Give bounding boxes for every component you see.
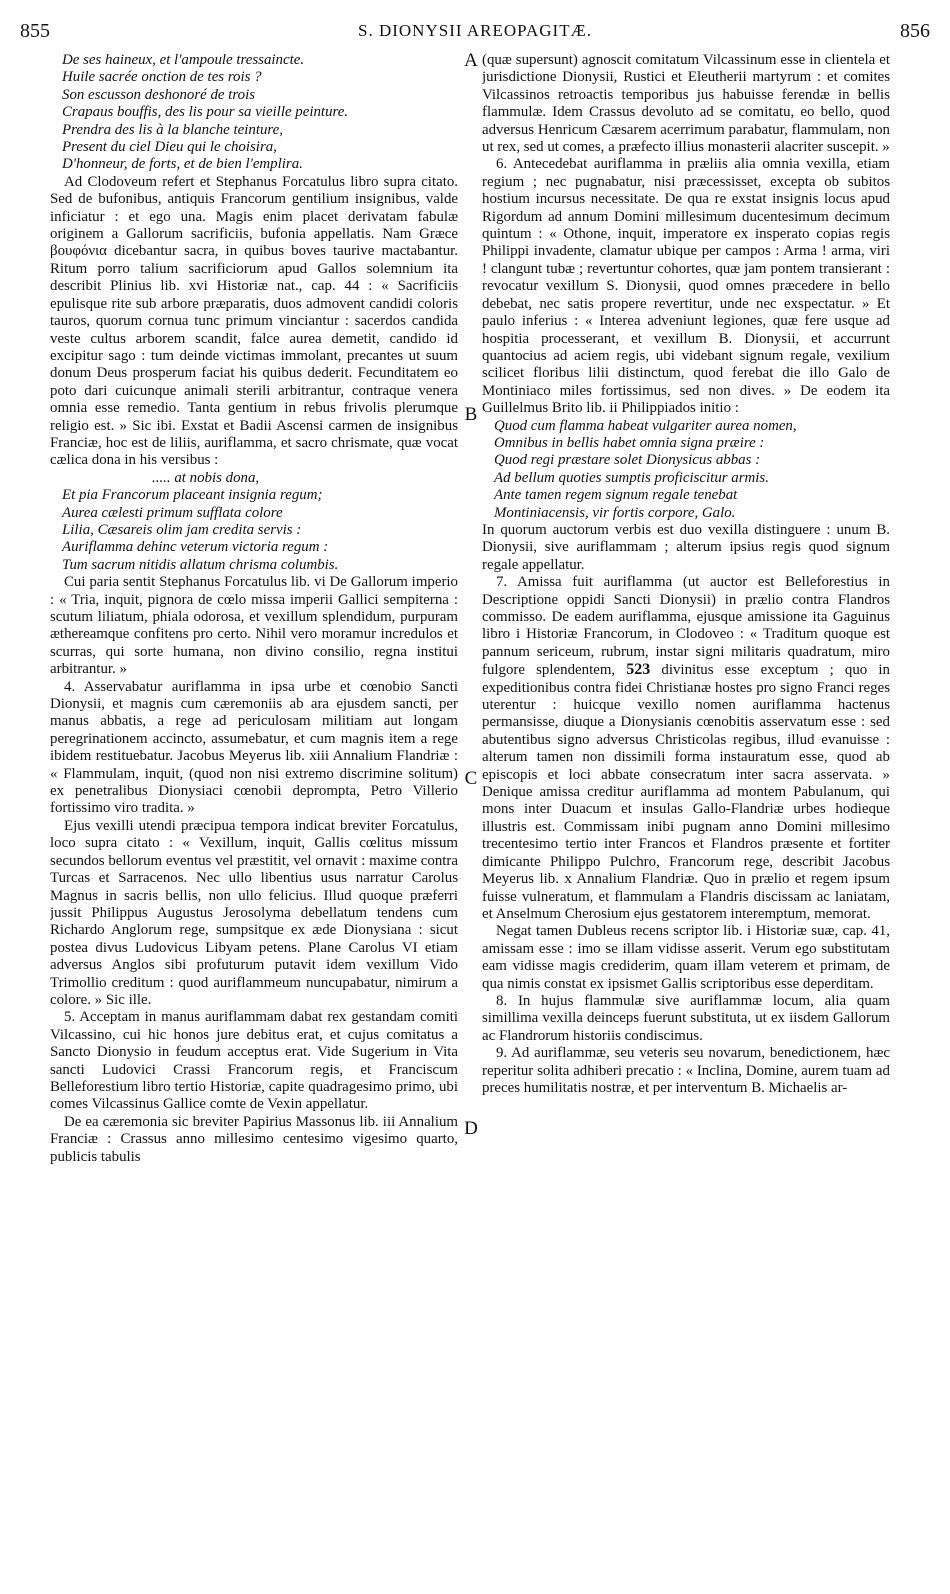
latin-verse bbox=[482, 418, 890, 522]
margin-letter-b: B bbox=[464, 404, 478, 425]
column-number: 523 bbox=[626, 661, 651, 679]
paragraph: In quorum auctorum verbis est duo vexilla distinguere : unum B. Dionysii, sive auriflammam ; alterum ipsius regis quod signum regale appellatur. bbox=[482, 521, 890, 573]
paragraph: Negat tamen Dubleus recens scriptor lib. i Historiæ suæ, cap. 41, amissam esse : imo se illam vidisse asserit. Verum ego substitutam eam vidisse magis crediderim, quam illam veterem et primam, de qua nimis constat ex ipsismet Gallis scriptoribus esse deperditam. bbox=[482, 923, 890, 992]
verse-line: Quod regi præstare solet Dionysicus abbas : bbox=[494, 452, 761, 469]
verse-line: Tum sacrum nitidis allatum chrisma columbis. bbox=[62, 556, 339, 573]
verse-line: ..... at nobis dona, bbox=[152, 469, 260, 486]
verse-line: Montiniacensis, vir fortis corpore, Galo. bbox=[494, 504, 736, 521]
margin-letter-d: D bbox=[464, 1118, 478, 1139]
paragraph: Ad Clodoveum refert et Stephanus Forcatulus libro supra citato. Sed de bufonibus, antiquis Francorum gentilium insignibus, valde inficiatur : et ego una. Magis enim placet derivatam fabulæ originem a Gallorum sacrificiis, bufonia appellatis. Nam Græce βουφόνια dicebantur sacra, in quibus boves taurive mactabantur. Ritum porro talium sacrificiorum apud Gallos solemnium ita describit Plinius lib. xvi Historiæ nat., cap. 44 : « Sacrificiis epulisque rite sub arbore præparatis, duos admovent candidi coloris tauros, quorum cornua tunc primum vinciantur : sacerdos candida veste cultus arborem scandit, falce aurea demetit, candido id excipitur sago : tum deinde victimas immolant, precantes ut suum donum Deus prosperum faciat his quibus dederit. Fecunditatem eo poto dari cuicunque animali sterili arbitrantur, contraque venera omnia esse remedio. Tanta gentium in rebus frivolis plerumque religio est. » Sic ibi. Exstat et Badii Ascensi carmen de insignibus Franciæ, hoc est de liliis, auriflamma, et sacro chrismate, quæ vocat cælica dona in his versibus : bbox=[50, 173, 458, 469]
paragraph: Ejus vexilli utendi præcipua tempora indicat breviter Forcatulus, loco supra citato : « Vexillum, inquit, Gallis cœlitus missum secundos bellorum eventus vel præstitit, vel ornavit : maxime contra Turcas et Sarracenos. Nec ullo libentius usus narratur Carolus Magnus in sacris bellis, non ullo felicius. Illud quoque præferri jussit Philippus Augustus Jerosolyma debellatum tendens cum Richardo Anglorum rege, sumpsitque ex æde Dionysiana : sicut postea divus Ludovicus Libyam petens. Plane Carolus VI etiam adversus Anglos sibi profuturum putavit idem vexillum Vido Trimollio creditum : quod auriflammeum nuncupabatur, nimirum a colore. » Sic ille. bbox=[50, 817, 458, 1008]
paragraph: 6. Antecedebat auriflamma in præliis alia omnia vexilla, etiam regium ; nec pugnabatur, nisi præcessisset, excepta ob subitos hostium incursus necessitate. De qua re exstat insignis locus apud Rigordum ad annum Domini millesimum ducentesimum decimum quintum : « Othone, inquit, imperatore ex insperato copias regis Philippi invadente, clamatur ubique per campos : Arma ! arma, viri ! clangunt tubæ ; revertuntur cohortes, quæ jam pontem transierant : revocatur vexillum S. Dionysii, quod omnes præcedere in bello debebat, nec satis propere revertitur, unde nec exspectatur. » Et paulo inferius : « Interea adveniunt legiones, quæ fere usque ad hospitia processerant, et vexillum B. Dionysii, et accurrunt quantocius ad aciem regis, ubi videbant signum regale, vexilium scilicet floribus lilii distinctum, quod ferebat die illo Galo de Montiniaco miles fortissimus, sed non dives. » De eodem ita Guillelmus Brito lib. ii Philippiados initio : bbox=[482, 156, 890, 417]
verse-line: Son escusson deshonoré de trois bbox=[62, 86, 256, 103]
verse-line: D'honneur, de forts, et de bien l'emplira. bbox=[62, 156, 303, 173]
left-column bbox=[50, 52, 458, 1166]
verse-line: Omnibus in bellis habet omnia signa præire : bbox=[494, 434, 765, 451]
paragraph: De ea cæremonia sic breviter Papirius Massonus lib. iii Annalium Franciæ : Crassus anno millesimo centesimo vigesimo quarto, publicis tabulis bbox=[50, 1113, 458, 1165]
paragraph: (quæ supersunt) agnoscit comitatum Vilcassinum esse in clientela et jurisdictione Dionysii, Rustici et Eleutherii martyrum : et comites Vilcassinos retroactis temporibus jus habuisse ferendæ in bellis flammulæ. Idem Crassus devoluto ad se comitatu, eo bello, quod adversus Henricum Cæsarem acerrimum parabatur, flammulam, non ut rex, sed ut comes, a præfecto illius monasterii alacriter suscepit. » bbox=[482, 52, 890, 156]
french-verse bbox=[50, 52, 458, 174]
paragraph: 9. Ad auriflammæ, seu veteris seu novarum, benedictionem, hæc reperitur solita adhiberi precatio : « Inclina, Domine, aurem tuam ad preces humilitatis nostræ, et per interventum B. Michaelis ar- bbox=[482, 1045, 890, 1096]
verse-line: Et pia Francorum placeant insignia regum; bbox=[62, 487, 323, 504]
page-number-left: 855 bbox=[20, 20, 50, 42]
page-number-right: 856 bbox=[900, 20, 930, 42]
paragraph-text: divinitus esse exceptum ; quo in expeditionibus contra fidei Christianæ hostes pro signo Franci reges uterentur : huicque vexillo nomen auriflamma hactenus permansisse, diuque a Dionysianis cœnobitis asservatum esse : sed abutentibus signo adversus Christicolas regibus, illud evanuisse : alterum tamen non dissimili forma instauratum esse, quod ab episcopis et loci abbate consecratum inter sacra asservata. » Denique amissa creditur auriflamma ad montem Pabulanum, qui mons inter Duacum et insulas Gallo-Flandriæ urbes hodieque illustris est. Commissam inibi pugnam anno Domini millesimo trecentesimo tertio inter Francos et Flandros præsente et fortiter dimicante Philippo Pulchro, Francorum rege, describit Jacobus Meyerus lib. x Annalium Flandriæ. Quo in prælio et regem ipsum fuisse vulneratum, et flammulam a Flandris discissam ac laniatam, et Anselmum Cherosium ejus gestatorem interemptum, memorat. bbox=[482, 662, 890, 922]
verse-line: Aurea cælesti primum sufflata colore bbox=[62, 504, 283, 521]
right-column bbox=[482, 52, 890, 1097]
verse-line: Auriflamma dehinc veterum victoria regum : bbox=[62, 539, 329, 556]
verse-line: Crapaus bouffis, des lis pour sa vieille peinture. bbox=[62, 104, 349, 121]
verse-line: Huile sacrée onction de tes rois ? bbox=[62, 69, 262, 86]
page-header bbox=[20, 16, 930, 46]
paragraph: 4. Asservabatur auriflamma in ipsa urbe et cœnobio Sancti Dionysii, et magnis cum cæremoniis ab ara ejusdem sancti, per manus abbatis, a rege ad periculosam militiam aut longam peregrinationem accincto, assumebatur, et cum magnis item a rege ibidem restituebatur. Jacobus Meyerus lib. xiii Annalium Flandriæ : « Flammulam, inquit, (quod non nisi extremo discrimine solitum) ex penetralibus Dionysiaci cœnobii deprompta, Petro Villerio fortissimo viro tradita. » bbox=[50, 678, 458, 817]
verse-line: De ses haineux, et l'ampoule tressaincte. bbox=[62, 52, 305, 68]
paragraph: 5. Acceptam in manus auriflammam dabat rex gestandam comiti Vilcassino, cui hic honos jure debitus erat, et cujus comitatus a Sancto Dionysio in feudum acceptus erat. Vide Sugerium in Vita sancti Ludovici Crassi Francorum regis, et Franciscum Belleforestium libro tertio Historiæ, capite quadragesimo primo, ubi comes Vilcassinus Gallice comte de Vexin appellatur. bbox=[50, 1009, 458, 1113]
paragraph-text: 7. Amissa fuit auriflamma (ut auctor est Belleforestius in Descriptione oppidi Sancti Dionysii) in prælio contra Flandros commisso. De eadem auriflamma, ejusque amissione ita Gaguinus libro i Historiæ Francorum, in Clodoveo : « Traditum quoque est pannum sericeum, rubrum, instar signi militaris quadratum, miro fulgore splendentem, bbox=[482, 574, 890, 679]
paragraph bbox=[482, 574, 890, 923]
verse-line: Present du ciel Dieu qui le choisira, bbox=[62, 139, 277, 156]
margin-letter-c: C bbox=[464, 768, 478, 789]
verse-line: Lilia, Cæsareis olim jam credita servis : bbox=[62, 521, 302, 538]
verse-line: Prendra des lis à la blanche teinture, bbox=[62, 121, 283, 138]
running-title: S. DIONYSII AREOPAGITÆ. bbox=[358, 21, 592, 40]
margin-letter-a: A bbox=[464, 50, 478, 71]
verse-line: Ante tamen regem signum regale tenebat bbox=[494, 487, 738, 504]
verse-line: Ad bellum quoties sumptis proficiscitur armis. bbox=[494, 469, 769, 486]
paragraph: Cui paria sentit Stephanus Forcatulus lib. vi De Gallorum imperio : « Tria, inquit, pignora de cœlo missa imperii Gallici sempiterna : scutum liliatum, phiala odorosa, et vexillum splendidum, purpuram æthereamque confitens pro certo. Nihil vero moramur incredulos et scurras, qui sorte humana, non divino consilio, regna institui arbitrantur. » bbox=[50, 574, 458, 678]
paragraph: 8. In hujus flammulæ sive auriflammæ locum, alia quam simillima vexilla deinceps fuerunt substituta, ut ex iisdem Gallorum ac Flandrorum historiis condiscimus. bbox=[482, 992, 890, 1044]
latin-verse bbox=[50, 470, 458, 574]
verse-line: Quod cum flamma habeat vulgariter aurea nomen, bbox=[494, 417, 797, 434]
